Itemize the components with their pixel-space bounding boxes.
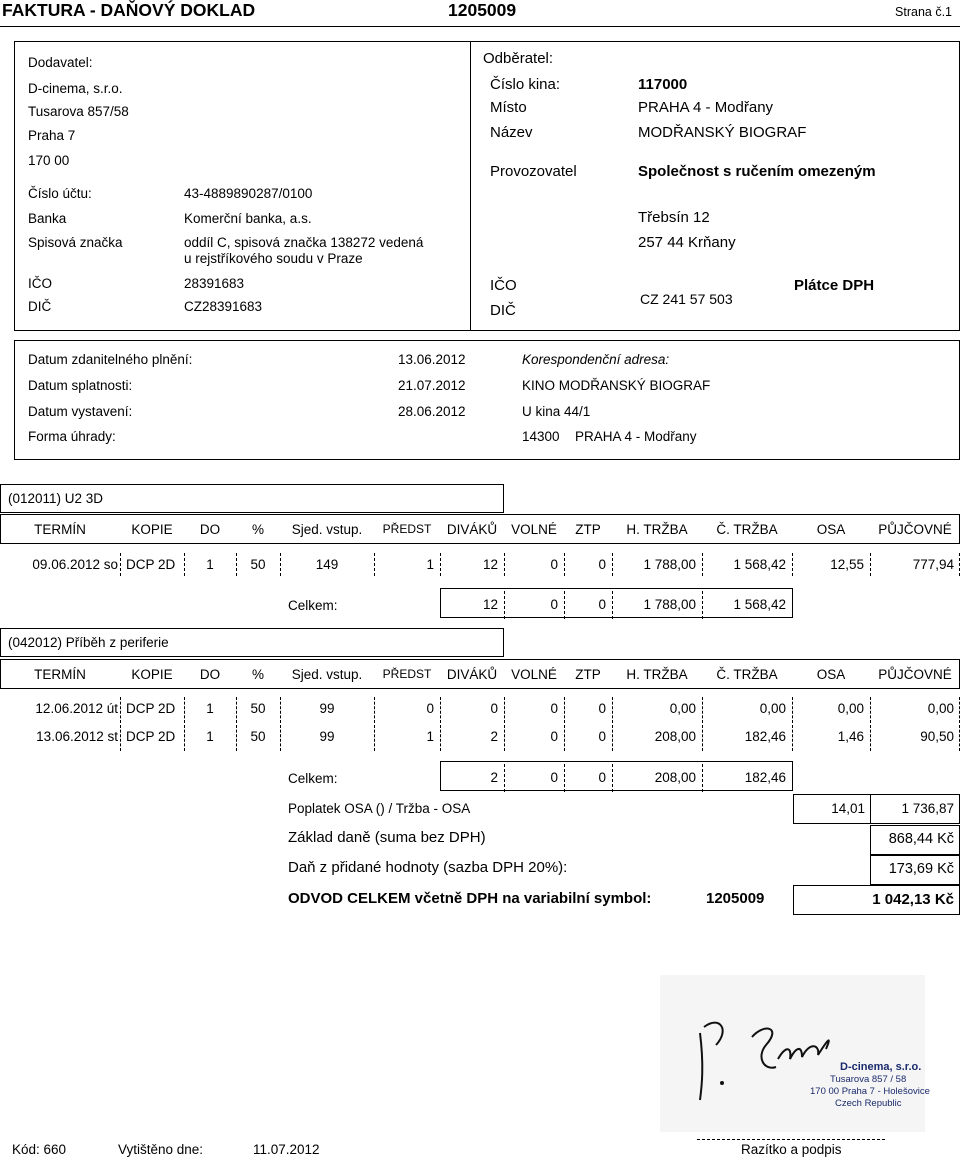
parties-divider	[470, 41, 471, 331]
cell-divider	[504, 697, 505, 723]
table-cell: 0	[598, 557, 606, 572]
column-header: OSA	[816, 667, 846, 682]
table-cell: 1	[426, 557, 434, 572]
column-header: H. TRŽBA	[626, 667, 688, 682]
table-cell: 777,94	[912, 557, 954, 572]
due-date: 21.07.2012	[398, 378, 466, 393]
column-header: VOLNÉ	[511, 667, 557, 682]
cell-divider	[120, 725, 121, 751]
cell-divider	[702, 553, 703, 576]
column-header: DO	[199, 667, 221, 682]
column-header: PŘEDST	[382, 667, 432, 681]
table-cell: 0	[550, 557, 558, 572]
column-header: KOPIE	[131, 522, 173, 537]
customer-dic: CZ 241 57 503	[640, 291, 733, 307]
cell-divider	[792, 553, 793, 576]
supplier-account: 43-4889890287/0100	[184, 186, 313, 201]
column-header: %	[251, 522, 264, 537]
cell-divider	[120, 697, 121, 723]
cell-divider	[120, 553, 121, 576]
cell-divider	[374, 697, 375, 723]
table-cell: 09.06.2012 so	[32, 557, 118, 572]
cell-divider	[564, 591, 565, 619]
table-cell: 0	[426, 701, 434, 716]
total-cell: 0	[550, 597, 558, 612]
stamp-line1: D-cinema, s.r.o.	[840, 1061, 922, 1073]
supplier-zip: 170 00	[28, 153, 70, 168]
supplier-ico: 28391683	[184, 276, 245, 291]
supplier-street: Tusarova 857/58	[28, 104, 129, 119]
cell-divider	[280, 553, 281, 576]
payment-method-label: Forma úhrady:	[28, 429, 116, 444]
film-title: (012011) U2 3D	[8, 491, 104, 506]
cell-divider	[870, 697, 871, 723]
column-header: ZTP	[575, 522, 601, 537]
total-cell: 2	[490, 770, 498, 785]
column-header: DIVÁKŮ	[446, 667, 498, 682]
supplier-city: Praha 7	[28, 128, 76, 143]
page-number: Strana č.1	[895, 5, 952, 19]
table-cell: 99	[319, 701, 335, 716]
cell-divider	[564, 697, 565, 723]
table-cell: 0	[550, 729, 558, 744]
table-cell: DCP 2D	[126, 729, 176, 744]
supplier-account-label: Číslo účtu:	[28, 186, 92, 201]
film-total-label: Celkem:	[288, 598, 338, 613]
vat-label: Daň z přidané hodnoty (sazba DPH 20%):	[288, 859, 568, 876]
header-rule	[0, 26, 960, 27]
customer-operator: Společnost s ručením omezeným	[638, 163, 876, 180]
cell-divider	[702, 725, 703, 751]
cell-divider	[280, 697, 281, 723]
table-cell: 50	[250, 701, 266, 716]
column-header: DO	[199, 522, 221, 537]
signature-line	[697, 1139, 885, 1140]
column-header: DIVÁKŮ	[446, 522, 498, 537]
osa-net: 1 736,87	[901, 801, 954, 816]
cell-divider	[440, 553, 441, 576]
stamp-line2: Tusarova 857 / 58	[830, 1074, 907, 1085]
cell-divider	[702, 591, 703, 619]
cell-divider	[184, 725, 185, 751]
cell-divider	[564, 725, 565, 751]
total-cell: 1 788,00	[643, 597, 696, 612]
customer-label: Odběratel:	[483, 50, 554, 67]
supplier-reg-line1: oddíl C, spisová značka 138272 vedená	[184, 235, 424, 250]
stamp-line4: Czech Republic	[835, 1098, 902, 1109]
cell-divider	[440, 725, 441, 751]
table-cell: 0,00	[837, 701, 864, 716]
tax-base-label: Základ daně (suma bez DPH)	[288, 829, 486, 846]
invoice-number: 1205009	[448, 0, 517, 20]
table-cell: 1	[426, 729, 434, 744]
customer-place: PRAHA 4 - Modřany	[638, 99, 774, 116]
taxable-date-label: Datum zdanitelného plnění:	[28, 352, 193, 367]
table-cell: 208,00	[654, 729, 696, 744]
cell-divider	[504, 591, 505, 619]
table-cell: 0,00	[669, 701, 696, 716]
column-header: H. TRŽBA	[626, 522, 688, 537]
total-cell: 208,00	[654, 770, 696, 785]
supplier-reg-line2: u rejstříkového soudu v Praze	[184, 251, 363, 266]
column-header: TERMÍN	[34, 522, 86, 537]
footer-stamp-label: Razítko a podpis	[741, 1142, 842, 1157]
grand-total-label: ODVOD CELKEM včetně DPH na variabilní symbol:	[288, 890, 652, 907]
customer-cinema-no: 117000	[638, 76, 688, 93]
table-cell: 99	[319, 729, 335, 744]
customer-ico-label: IČO	[490, 277, 517, 294]
cell-divider	[504, 725, 505, 751]
cell-divider	[870, 725, 871, 751]
total-cell: 1 568,42	[733, 597, 786, 612]
cell-divider	[236, 553, 237, 576]
customer-dic-label: DIČ	[490, 302, 516, 319]
osa-fee: 14,01	[831, 801, 865, 816]
film-total-label: Celkem:	[288, 771, 338, 786]
table-cell: 0	[490, 701, 498, 716]
total-cell: 182,46	[744, 770, 786, 785]
correspondence-label: Korespondenční adresa:	[522, 352, 670, 367]
cell-divider	[792, 697, 793, 723]
cell-divider	[280, 725, 281, 751]
column-header: Č. TRŽBA	[716, 522, 778, 537]
cell-divider	[236, 725, 237, 751]
table-cell: 0	[598, 701, 606, 716]
table-cell: 0	[598, 729, 606, 744]
cell-divider	[870, 553, 871, 576]
cell-divider	[612, 591, 613, 619]
column-header: %	[251, 667, 264, 682]
cell-divider	[564, 553, 565, 576]
grand-total: 1 042,13 Kč	[872, 891, 954, 908]
invoice-title: FAKTURA - DAŇOVÝ DOKLAD	[2, 0, 256, 20]
table-cell: 12,55	[830, 557, 864, 572]
cell-divider	[612, 725, 613, 751]
correspondence-city: PRAHA 4 - Modřany	[575, 429, 697, 444]
film-title: (042012) Příběh z periferie	[8, 635, 169, 650]
footer-code: Kód: 660	[12, 1142, 67, 1157]
column-header: OSA	[816, 522, 846, 537]
column-header: ZTP	[575, 667, 601, 682]
table-cell: 1	[206, 729, 214, 744]
customer-street: Třebsín 12	[638, 209, 710, 226]
customer-name: MODŘANSKÝ BIOGRAF	[638, 124, 807, 141]
total-cell: 0	[598, 770, 606, 785]
table-cell: 50	[250, 557, 266, 572]
cell-divider	[612, 764, 613, 792]
table-cell: 12	[482, 557, 498, 572]
table-cell: 1	[206, 557, 214, 572]
supplier-dic-label: DIČ	[28, 299, 52, 314]
table-cell: 182,46	[744, 729, 786, 744]
table-cell: DCP 2D	[126, 701, 176, 716]
supplier-name: D-cinema, s.r.o.	[28, 81, 123, 96]
variable-symbol: 1205009	[706, 890, 765, 907]
supplier-reg-label: Spisová značka	[28, 235, 123, 250]
cell-divider	[374, 553, 375, 576]
table-cell: 12.06.2012 út	[35, 701, 118, 716]
vat-amount: 173,69 Kč	[888, 861, 954, 877]
table-cell: DCP 2D	[126, 557, 176, 572]
due-date-label: Datum splatnosti:	[28, 378, 133, 393]
cell-divider	[184, 697, 185, 723]
table-cell: 1,46	[837, 729, 864, 744]
correspondence-zip: 14300	[522, 429, 560, 444]
table-cell: 149	[315, 557, 339, 572]
column-header: Sjed. vstup.	[291, 667, 363, 682]
table-cell: 13.06.2012 st	[36, 729, 118, 744]
table-cell: 0,00	[759, 701, 786, 716]
table-cell: 90,50	[920, 729, 954, 744]
cell-divider	[184, 553, 185, 576]
supplier-ico-label: IČO	[28, 276, 53, 291]
column-header: KOPIE	[131, 667, 173, 682]
column-header: PŮJČOVNÉ	[878, 667, 952, 682]
footer-printed-label: Vytištěno dne:	[118, 1142, 204, 1157]
table-cell: 2	[490, 729, 498, 744]
table-cell: 1 568,42	[733, 557, 786, 572]
issued-date: 28.06.2012	[398, 404, 466, 419]
table-cell: 0	[550, 701, 558, 716]
table-cell: 0,00	[927, 701, 954, 716]
table-cell: 1 788,00	[643, 557, 696, 572]
cell-divider	[612, 553, 613, 576]
customer-zip-city: 257 44 Krňany	[638, 234, 736, 251]
correspondence-name: KINO MODŘANSKÝ BIOGRAF	[522, 378, 711, 393]
stamp-line3: 170 00 Praha 7 - Holešovice	[810, 1086, 930, 1097]
total-cell: 0	[598, 597, 606, 612]
cell-divider	[612, 697, 613, 723]
total-cell: 12	[482, 597, 498, 612]
cell-divider	[236, 697, 237, 723]
cell-divider	[564, 764, 565, 792]
cell-divider	[504, 553, 505, 576]
column-header: VOLNÉ	[511, 522, 557, 537]
cell-divider	[440, 697, 441, 723]
footer-printed-date: 11.07.2012	[253, 1142, 320, 1157]
column-header: TERMÍN	[34, 667, 86, 682]
customer-operator-label: Provozovatel	[490, 163, 577, 180]
column-header: Sjed. vstup.	[291, 522, 363, 537]
supplier-bank: Komerční banka, a.s.	[184, 211, 312, 226]
taxable-date: 13.06.2012	[398, 352, 466, 367]
correspondence-street: U kina 44/1	[522, 404, 591, 419]
supplier-label: Dodavatel:	[28, 55, 93, 70]
cell-divider	[792, 725, 793, 751]
stamp-signature-area	[660, 975, 930, 1132]
supplier-dic: CZ28391683	[184, 299, 263, 314]
osa-fee-label: Poplatek OSA () / Tržba - OSA	[288, 801, 471, 816]
customer-name-label: Název	[490, 124, 533, 141]
total-cell: 0	[550, 770, 558, 785]
column-header: Č. TRŽBA	[716, 667, 778, 682]
table-cell: 1	[206, 701, 214, 716]
issued-date-label: Datum vystavení:	[28, 404, 133, 419]
customer-place-label: Místo	[490, 99, 527, 116]
vat-payer-badge: Plátce DPH	[794, 277, 875, 294]
supplier-bank-label: Banka	[28, 211, 67, 226]
column-header: PŮJČOVNÉ	[878, 522, 952, 537]
cell-divider	[504, 764, 505, 792]
cell-divider	[374, 725, 375, 751]
cell-divider	[702, 697, 703, 723]
table-cell: 50	[250, 729, 266, 744]
cell-divider	[702, 764, 703, 792]
tax-base: 868,44 Kč	[888, 831, 954, 847]
column-header: PŘEDST	[382, 522, 432, 536]
customer-cinema-no-label: Číslo kina:	[490, 76, 561, 93]
